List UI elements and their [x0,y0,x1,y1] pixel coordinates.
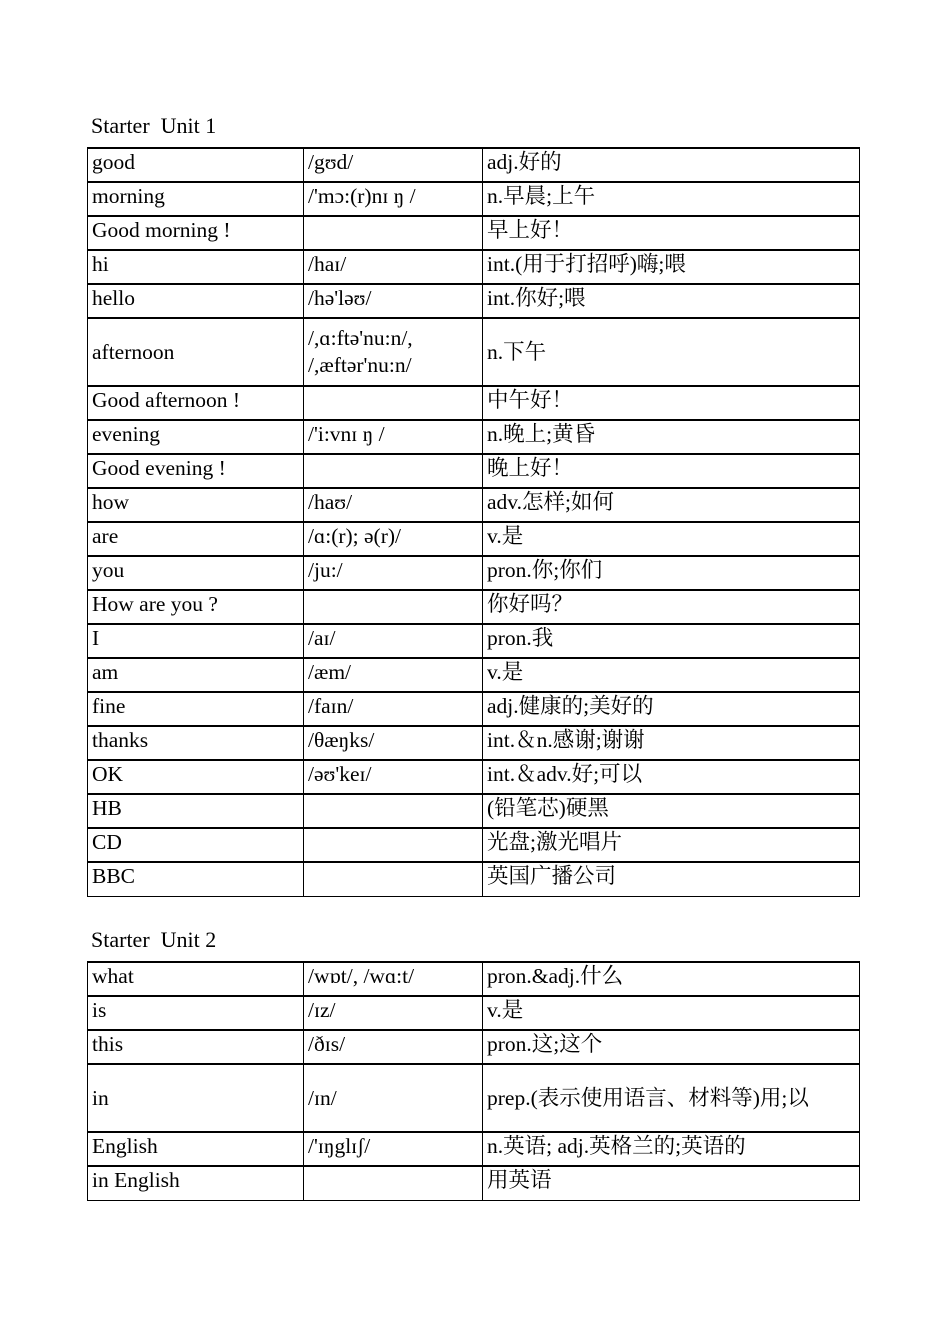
word-cell: good [88,148,304,182]
vocabulary-table [87,147,860,897]
table-row [88,148,860,182]
phonetic-cell [304,488,483,522]
phonetic-cell [304,1166,483,1200]
phonetic-text: /əʊ'keɪ/ [308,762,372,786]
word-cell: CD [88,828,304,862]
table-row [88,726,860,760]
meaning-cell: 光盘;激光唱片 [483,828,860,862]
phonetic-cell [304,250,483,284]
table-row [88,522,860,556]
table-row [88,1064,860,1132]
word-cell: BBC [88,862,304,896]
phonetic-cell [304,318,483,386]
table-row [88,216,860,250]
word-cell: in English [88,1166,304,1200]
meaning-cell: v.是 [483,658,860,692]
table-row [88,590,860,624]
section-title: Starter Unit 1 [91,113,217,138]
phonetic-text: /ɪn/ [308,1085,337,1110]
meaning-cell: 英国广播公司 [483,862,860,896]
meaning-cell: n.英语; adj.英格兰的;英语的 [483,1132,860,1166]
table-row [88,862,860,896]
meaning-cell: 你好吗？ [483,590,860,624]
phonetic-text: /gʊd/ [308,150,354,174]
phonetic-cell [304,522,483,556]
phonetic-cell [304,386,483,420]
phonetic-text: /hə'ləʊ/ [308,286,372,310]
phonetic-text: /ðɪs/ [308,1032,346,1056]
table-row [88,318,860,386]
phonetic-cell [304,996,483,1030]
phonetic-text: /ɑ:(r); ə(r)/ [308,524,402,548]
word-cell: HB [88,794,304,828]
phonetic-cell [304,962,483,996]
phonetic-cell [304,692,483,726]
phonetic-text: /haʊ/ [308,490,353,514]
phonetic-cell [304,658,483,692]
section-title: Starter Unit 2 [91,927,217,952]
phonetic-text: /æm/ [308,660,352,684]
phonetic-text: /haɪ/ [308,252,347,276]
meaning-cell: 晚上好！ [483,454,860,488]
meaning-cell: adj.好的 [483,148,860,182]
meaning-cell: pron.我 [483,624,860,658]
table-row [88,624,860,658]
word-cell: Good morning ! [88,216,304,250]
phonetic-cell [304,148,483,182]
meaning-cell: adj.健康的;美好的 [483,692,860,726]
word-cell: in [88,1064,304,1132]
meaning-cell: 中午好！ [483,386,860,420]
table-row [88,420,860,454]
phonetic-cell [304,1064,483,1132]
word-cell: how [88,488,304,522]
phonetic-cell [304,216,483,250]
table-row [88,962,860,996]
table-row [88,996,860,1030]
table-row [88,1166,860,1200]
word-cell: am [88,658,304,692]
phonetic-cell [304,420,483,454]
meaning-cell: adv.怎样;如何 [483,488,860,522]
meaning-cell: n.早晨;上午 [483,182,860,216]
word-cell: hi [88,250,304,284]
word-cell: Good evening ! [88,454,304,488]
word-cell: you [88,556,304,590]
table-row [88,794,860,828]
phonetic-text: /aɪ/ [308,626,336,650]
phonetic-cell [304,1132,483,1166]
table-row [88,488,860,522]
phonetic-text: /wɒt/, /wɑ:t/ [308,964,415,988]
phonetic-text: /,æftər'nu:n/ [308,353,412,377]
meaning-cell: int.＆adv.好;可以 [483,760,860,794]
table-row [88,284,860,318]
word-cell: Good afternoon ! [88,386,304,420]
phonetic-text: /faɪn/ [308,694,354,718]
meaning-cell: pron.&adj.什么 [483,962,860,996]
word-cell: English [88,1132,304,1166]
phonetic-cell [304,794,483,828]
phonetic-cell [304,182,483,216]
phonetic-cell [304,590,483,624]
word-cell: is [88,996,304,1030]
phonetic-text: /'ɪŋglɪʃ/ [308,1134,371,1158]
phonetic-cell [304,284,483,318]
table-row [88,1030,860,1064]
word-cell: fine [88,692,304,726]
table-row [88,1132,860,1166]
phonetic-text: /ju:/ [308,558,343,582]
meaning-cell: n.下午 [483,318,860,386]
word-cell: morning [88,182,304,216]
table-row [88,250,860,284]
table-row [88,556,860,590]
table-row [88,454,860,488]
meaning-cell: n.晚上;黄昏 [483,420,860,454]
word-cell: thanks [88,726,304,760]
phonetic-cell [304,760,483,794]
word-cell: I [88,624,304,658]
word-cell: are [88,522,304,556]
meaning-cell: v.是 [483,522,860,556]
phonetic-cell [304,454,483,488]
phonetic-text: /,ɑ:ftə'nu:n/, [308,326,413,350]
word-cell: evening [88,420,304,454]
meaning-cell: pron.这;这个 [483,1030,860,1064]
phonetic-cell [304,862,483,896]
word-cell: what [88,962,304,996]
table-row [88,692,860,726]
table-row [88,658,860,692]
phonetic-text: /θæŋks/ [308,728,375,752]
table-row [88,182,860,216]
word-cell: How are you ? [88,590,304,624]
phonetic-cell [304,1030,483,1064]
word-cell: hello [88,284,304,318]
phonetic-text: /ɪz/ [308,998,336,1022]
phonetic-cell [304,624,483,658]
phonetic-text: /'mɔ:(r)nɪ ŋ / [308,184,416,208]
table-row [88,828,860,862]
meaning-cell: 早上好！ [483,216,860,250]
meaning-cell: int.(用于打招呼)嗨;喂 [483,250,860,284]
word-cell: OK [88,760,304,794]
meaning-cell: prep.(表示使用语言、材料等)用;以 [483,1064,860,1132]
word-cell: this [88,1030,304,1064]
phonetic-text: /'i:vnɪ ŋ / [308,422,385,446]
word-cell: afternoon [88,318,304,386]
meaning-cell: int.你好;喂 [483,284,860,318]
meaning-cell: (铅笔芯)硬黑 [483,794,860,828]
phonetic-cell [304,726,483,760]
meaning-cell: 用英语 [483,1166,860,1200]
phonetic-cell [304,556,483,590]
meaning-cell: pron.你;你们 [483,556,860,590]
phonetic-cell [304,828,483,862]
table-row [88,760,860,794]
meaning-cell: v.是 [483,996,860,1030]
meaning-cell: int.＆n.感谢;谢谢 [483,726,860,760]
vocabulary-table [87,961,860,1201]
table-row [88,386,860,420]
